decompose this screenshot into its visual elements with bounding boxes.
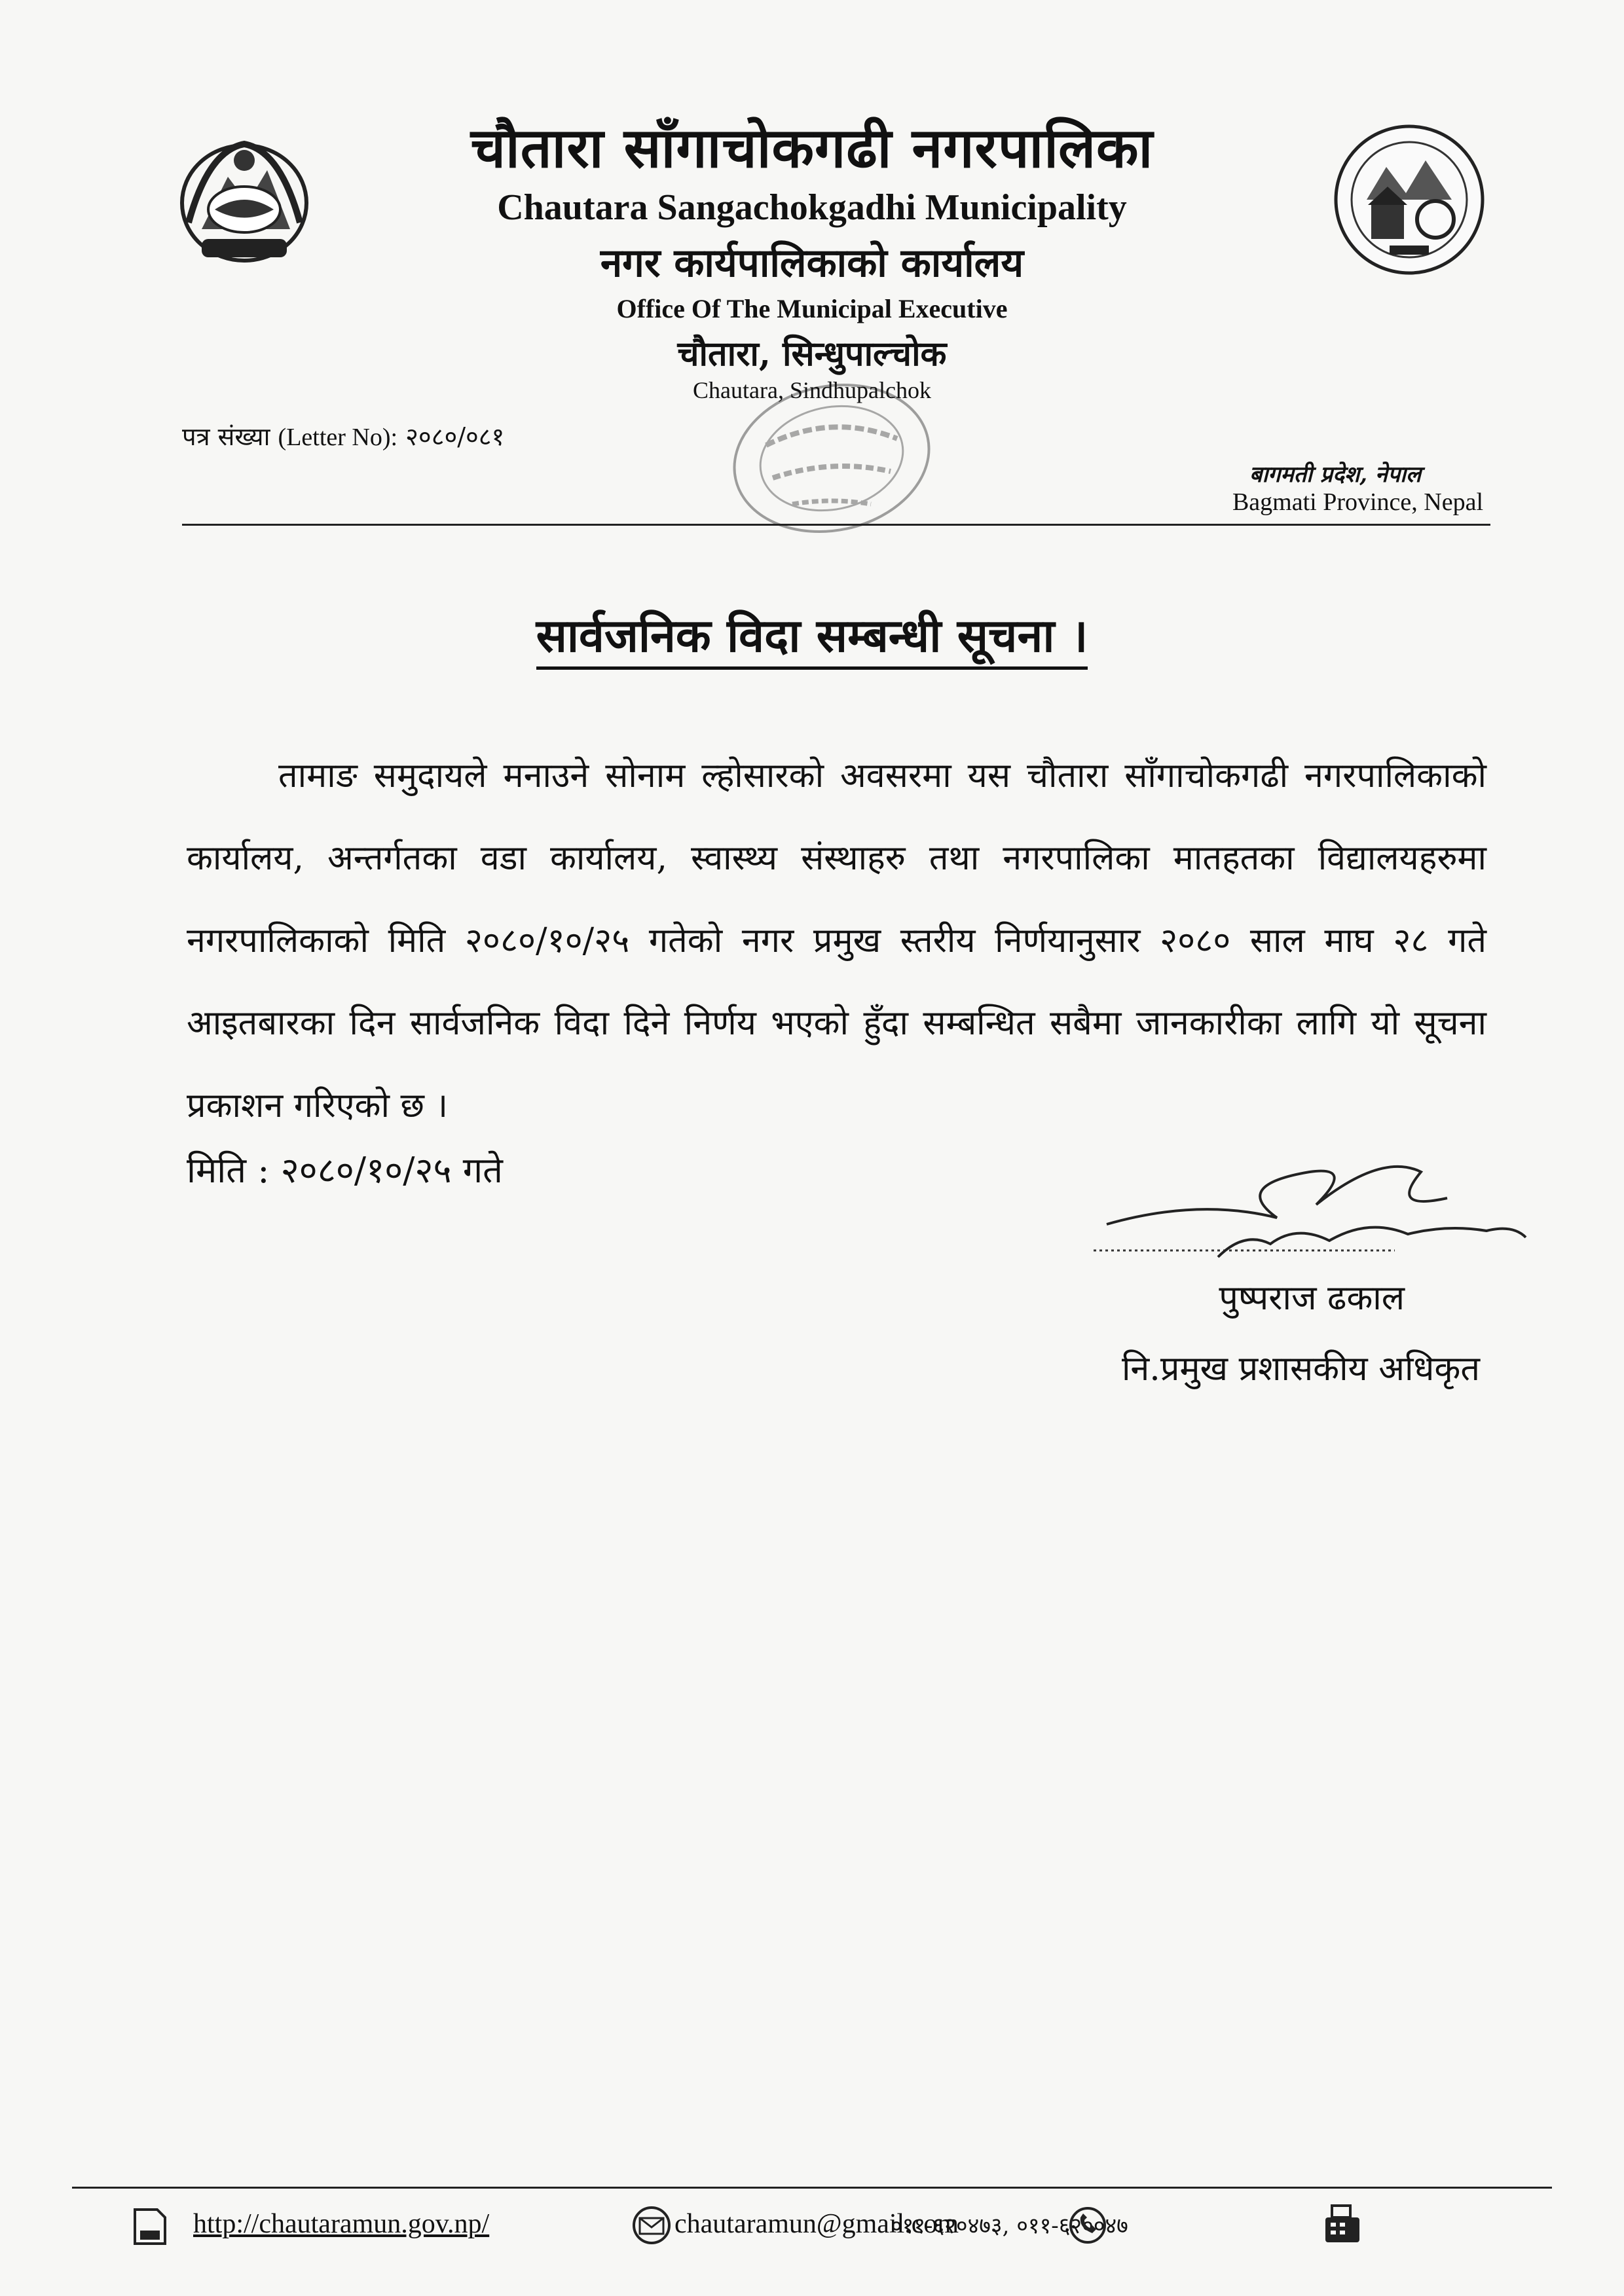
web-icon [131,2207,169,2246]
website-link[interactable]: http://chautaramun.gov.np/ [193,2209,490,2239]
notice-title [0,602,1624,665]
signature-icon [1080,1126,1539,1283]
province-nepali: बागमती प्रदेश, नेपाल [1249,462,1421,488]
notice-body: तामाङ समुदायले मनाउने सोनाम ल्होसारको अवसरमा यस चौतारा साँगाचोकगढी नगरपालिकाको कार्यालय, अन्तर्गतका वडा कार्यालय, स्वास्थ्य संस्थाहरु तथा नगरपालिका मातहतका विद्यालयहरुमा नगरपालिकाको मिति २०८०/१०/२५ गतेको नगर प्रमुख स्तरीय निर्णयानुसार २०८० साल माघ २८ गते आइतबारका दिन सार्वजनिक विदा दिने निर्णय भएको हुँदा सम्बन्धित सबैमा जानकारीका लागि यो सूचना प्रकाशन गरिएको छ । [187,756,1486,1125]
footer [131,2203,1506,2249]
signatory-title: नि.प्रमुख प्रशासकीय अधिकृत [1121,1349,1480,1389]
header-divider [182,524,1490,526]
fax-icon [1323,2203,1362,2245]
letter-number-label-english: (Letter No): [278,424,398,451]
address-nepali: चौतारा, सिन्धुपाल्चोक [677,334,947,374]
letter-number [182,419,504,453]
letter-number-label-nepali: पत्र संख्या [182,422,270,451]
province-english: Bagmati Province, Nepal [1232,488,1483,516]
phone-icon [1067,2206,1108,2245]
municipality-name-english: Chautara Sangachokgadhi Municipality [497,187,1127,228]
notice-date: मिति : २०८०/१०/२५ गते [187,1150,503,1191]
email-link[interactable]: chautaramun@gmail.com [674,2209,959,2239]
signatory-name: पुष्पराज ढकाल [1219,1279,1405,1318]
office-name-nepali: नगर कार्यपालिकाको कार्यालय [600,240,1024,286]
mail-icon [629,2206,674,2245]
municipality-name-nepali: चौतारा साँगाचोकगढी नगरपालिका [470,115,1154,180]
address-english: Chautara, Sindhupalchok [693,377,931,403]
notice-title-text: सार्वजनिक विदा सम्बन्धी सूचना । [536,608,1088,670]
office-name-english: Office Of The Municipal Executive [616,294,1008,323]
letter-number-value: २०८०/०८१ [405,422,505,451]
phone-numbers: ०११-६२०४७३, ०११-६२००४७ [891,2213,1128,2239]
footer-divider [72,2187,1552,2189]
